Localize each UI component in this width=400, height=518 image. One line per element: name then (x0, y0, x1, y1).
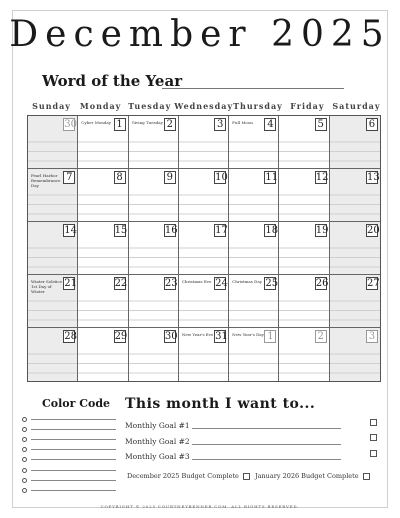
day-number: 1 (264, 330, 276, 343)
day-number: 6 (366, 118, 378, 131)
weekday-sunday: Sunday (32, 101, 71, 111)
budget-january-checkbox[interactable] (363, 473, 370, 480)
calendar-day-cell[interactable] (179, 116, 229, 169)
calendar-day-cell[interactable] (279, 116, 329, 169)
calendar-day-cell[interactable] (28, 222, 78, 275)
monthly-goal-1[interactable] (125, 420, 381, 430)
day-number: 31 (215, 331, 228, 342)
day-number: 8 (114, 171, 126, 184)
goal-line[interactable] (192, 428, 341, 429)
day-number: 13 (366, 172, 380, 183)
circle-icon[interactable] (22, 488, 27, 493)
calendar-day-cell[interactable] (129, 222, 179, 275)
calendar-day-cell[interactable] (279, 169, 329, 222)
color-code-line[interactable] (31, 480, 116, 481)
calendar-day-cell[interactable] (279, 275, 329, 328)
goal-3-checkbox[interactable] (370, 450, 377, 457)
day-number: 14 (64, 225, 78, 236)
circle-icon[interactable] (22, 427, 27, 432)
calendar-day-cell[interactable] (229, 275, 279, 328)
color-code-row[interactable] (22, 424, 116, 434)
day-number: 2 (315, 330, 327, 343)
calendar-day-cell[interactable] (28, 328, 78, 381)
day-number: 18 (265, 225, 279, 236)
budget-december-label: December 2025 Budget Complete (127, 472, 239, 480)
circle-icon[interactable] (22, 478, 27, 483)
calendar-day-cell[interactable] (129, 328, 179, 381)
calendar-day-cell[interactable] (129, 116, 179, 169)
calendar-day-cell[interactable] (28, 169, 78, 222)
day-event: Pearl Harbor Remembrance Day (31, 173, 61, 188)
budget-december[interactable] (127, 472, 250, 480)
goal-label: Monthly Goal #1 (125, 421, 190, 430)
day-number: 21 (64, 278, 78, 289)
weekday-monday: Monday (79, 101, 122, 111)
day-number: 24 (215, 278, 228, 289)
calendar-day-cell[interactable] (179, 275, 229, 328)
day-event: Full Moon (232, 120, 253, 125)
weekday-saturday: Saturday (332, 101, 381, 111)
day-number: 23 (164, 278, 178, 289)
calendar-day-cell[interactable] (179, 222, 229, 275)
color-code-line[interactable] (31, 490, 116, 491)
color-code-row[interactable] (22, 485, 116, 495)
day-event: Giving Tuesday (131, 120, 163, 125)
calendar-day-cell[interactable] (229, 116, 279, 169)
budget-december-checkbox[interactable] (243, 473, 250, 480)
day-number: 16 (164, 225, 178, 236)
weekday-friday: Friday (290, 101, 325, 111)
day-number: 4 (264, 118, 276, 131)
color-code-line[interactable] (31, 429, 116, 430)
calendar-day-cell[interactable] (330, 222, 380, 275)
day-number: 5 (315, 118, 327, 131)
goal-line[interactable] (192, 444, 341, 445)
color-code-line[interactable] (31, 470, 116, 471)
day-number: 20 (366, 225, 380, 236)
color-code-line[interactable] (31, 439, 116, 440)
calendar-day-cell[interactable] (78, 222, 128, 275)
day-number: 30 (164, 331, 178, 342)
this-month-title: This month I want to... (125, 396, 316, 412)
circle-icon[interactable] (22, 447, 27, 452)
circle-icon[interactable] (22, 468, 27, 473)
monthly-goal-3[interactable] (125, 451, 381, 461)
calendar-day-cell[interactable] (179, 328, 229, 381)
day-number: 3 (214, 118, 226, 131)
goal-line[interactable] (192, 459, 341, 460)
calendar-day-cell[interactable] (78, 328, 128, 381)
budget-january[interactable] (255, 472, 370, 480)
calendar-day-cell[interactable] (229, 222, 279, 275)
budget-january-label: January 2026 Budget Complete (255, 472, 359, 480)
day-event: Christmas Eve (181, 279, 212, 284)
color-code-row[interactable] (22, 475, 116, 485)
color-code-row[interactable] (22, 414, 116, 424)
calendar-day-cell[interactable] (78, 169, 128, 222)
calendar-day-cell[interactable] (330, 275, 380, 328)
day-number: 17 (215, 225, 228, 236)
calendar-day-cell[interactable] (28, 275, 78, 328)
day-number: 26 (315, 278, 329, 289)
weekday-header (27, 101, 381, 112)
color-code-title: Color Code (42, 397, 111, 410)
calendar-day-cell[interactable] (229, 169, 279, 222)
word-of-year-line[interactable] (162, 88, 344, 89)
day-number: 3 (366, 330, 378, 343)
day-event: New Year's Day (232, 332, 264, 337)
calendar-day-cell[interactable] (279, 222, 329, 275)
color-code-line[interactable] (31, 459, 116, 460)
calendar-day-cell[interactable] (129, 275, 179, 328)
calendar-day-cell[interactable] (78, 116, 128, 169)
page-title: December 2025 (9, 14, 391, 55)
weekday-wednesday: Wednesday (174, 101, 234, 111)
calendar-day-cell[interactable] (279, 328, 329, 381)
circle-icon[interactable] (22, 457, 27, 462)
calendar-day-cell[interactable] (229, 328, 279, 381)
day-number: 10 (215, 172, 228, 183)
weekday-thursday: Thursday (233, 101, 283, 111)
day-number: 28 (64, 331, 78, 342)
day-number: 29 (114, 331, 128, 342)
calendar-day-cell[interactable] (78, 275, 128, 328)
color-code-row[interactable] (22, 445, 116, 455)
calendar-day-cell[interactable] (129, 169, 179, 222)
goal-label: Monthly Goal #2 (125, 437, 190, 446)
day-number: 11 (265, 172, 279, 183)
day-number: 22 (114, 278, 128, 289)
day-number: 1 (114, 118, 126, 131)
day-event: New Year's Eve (181, 332, 214, 337)
monthly-goal-2[interactable] (125, 436, 381, 446)
day-event: Cyber Monday (81, 120, 111, 125)
circle-icon[interactable] (22, 437, 27, 442)
calendar-day-cell[interactable] (330, 116, 380, 169)
weekday-tuesday: Tuesday (128, 101, 172, 111)
copyright-footer: COPYRIGHT © 2025 COURTNEYBENNER.COM. ALL RIGHTS RESERVED. (100, 504, 300, 509)
day-number: 15 (114, 225, 128, 236)
calendar-grid (27, 115, 381, 382)
day-number: 19 (315, 225, 329, 236)
color-code-row[interactable] (22, 434, 116, 444)
color-code-row[interactable] (22, 455, 116, 465)
calendar-day-cell[interactable] (330, 169, 380, 222)
goal-2-checkbox[interactable] (370, 434, 377, 441)
day-number: 12 (315, 172, 329, 183)
goal-1-checkbox[interactable] (370, 419, 377, 426)
day-number: 27 (366, 278, 380, 289)
day-number: 2 (164, 118, 176, 131)
day-event: Winter Solstice 1st Day of Winter (31, 279, 63, 294)
day-number: 25 (265, 278, 279, 289)
color-code-list (22, 414, 116, 496)
day-number: 7 (63, 171, 75, 184)
color-code-line[interactable] (31, 419, 116, 420)
calendar-day-cell[interactable] (330, 328, 380, 381)
calendar-day-cell[interactable] (28, 116, 78, 169)
circle-icon[interactable] (22, 417, 27, 422)
day-number: 9 (164, 171, 176, 184)
color-code-line[interactable] (31, 449, 116, 450)
goal-label: Monthly Goal #3 (125, 452, 190, 461)
calendar-day-cell[interactable] (179, 169, 229, 222)
day-event: Christmas Day (232, 279, 262, 284)
word-of-year-label: Word of the Year (42, 72, 183, 90)
day-number: 30 (64, 119, 78, 130)
color-code-row[interactable] (22, 465, 116, 475)
